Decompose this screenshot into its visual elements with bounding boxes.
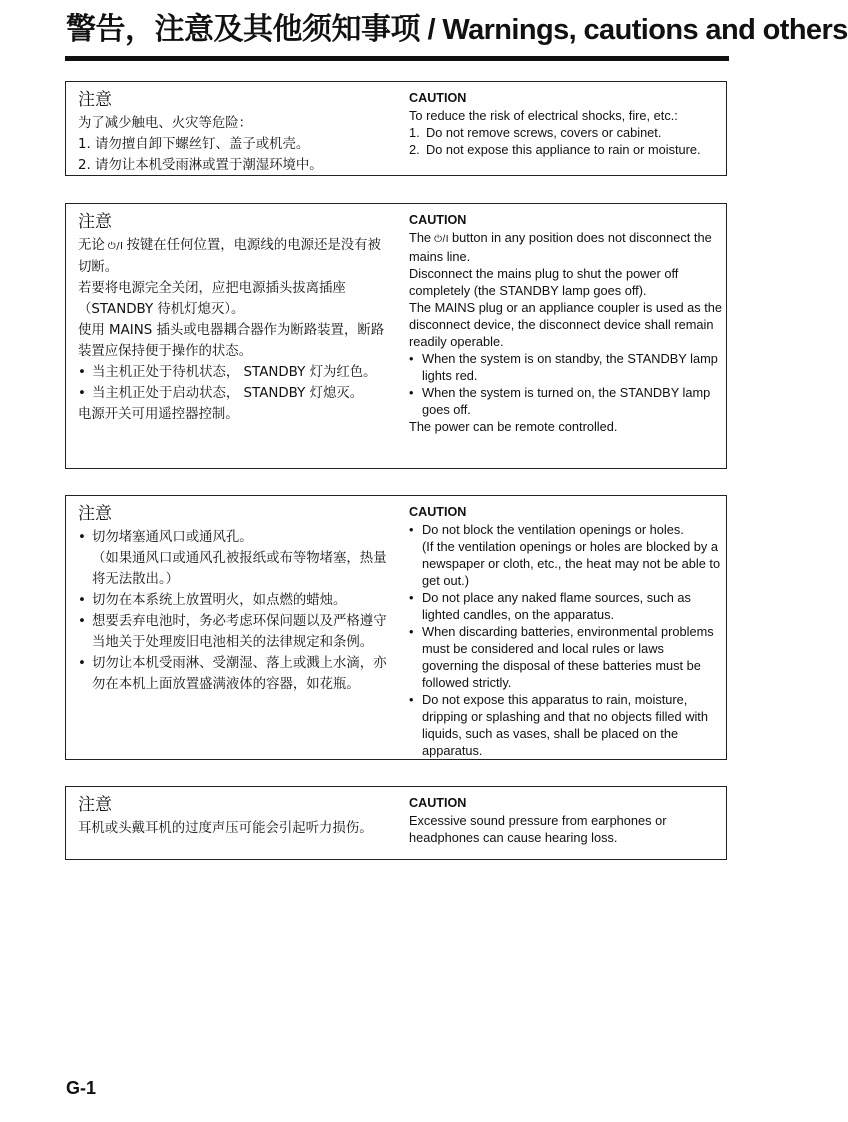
caution-en-column — [409, 496, 723, 759]
en-paragraph — [409, 229, 723, 265]
zh-item: 2. 请勿让本机受雨淋或置于潮湿环境中。 — [78, 158, 323, 173]
bullet-icon: • — [78, 593, 86, 608]
title-rule — [65, 56, 729, 61]
zh-bullet-subtext: （如果通风口或通风孔被报纸或布等物堵塞，热量将无法散出。） — [92, 551, 387, 587]
bullet-icon: • — [78, 530, 86, 545]
zh-heading: 注意 — [78, 212, 112, 232]
zh-bullet — [78, 362, 394, 383]
en-bullet-sub — [409, 538, 723, 589]
en-bullet-text: When the system is on standby, the STANDBY lamp lights red. — [422, 351, 718, 383]
en-paragraph: Excessive sound pressure from earphones or headphones can cause hearing loss. — [409, 813, 667, 845]
bullet-icon: • — [409, 522, 414, 537]
zh-paragraph: 耳机或头戴耳机的过度声压可能会引起听力损伤。 — [78, 821, 373, 836]
en-bullet-text: When the system is turned on, the STANDBY lamp goes off. — [422, 385, 711, 417]
bullet-icon: • — [409, 351, 414, 366]
bullet-icon: • — [409, 385, 414, 400]
en-bullet — [409, 691, 723, 759]
zh-text: 按键在任何位置，电源线的电源还是没有被切断。 — [78, 238, 381, 275]
zh-bullet — [78, 383, 394, 404]
zh-bullet-text: 切勿在本系统上放置明火，如点燃的蜡烛。 — [92, 593, 347, 608]
bullet-icon: • — [78, 386, 86, 401]
zh-heading: 注意 — [78, 795, 112, 815]
en-bullet — [409, 384, 723, 418]
caution-box-electric-shock — [65, 81, 727, 176]
zh-paragraph: 使用 MAINS 插头或电器耦合器作为断路装置，断路装置应保持便于操作的状态。 — [78, 323, 385, 359]
en-item — [409, 124, 723, 141]
zh-bullet-text: 当主机正处于启动状态， STANDBY 灯熄灭。 — [92, 386, 364, 401]
en-item-number: 2. — [409, 142, 420, 157]
page-title-en: Warnings, cautions and others — [442, 14, 848, 46]
power-standby-icon: ⏻/I — [434, 234, 450, 245]
zh-paragraph — [78, 235, 394, 278]
caution-zh-column — [78, 82, 394, 176]
en-paragraph: The power can be remote controlled. — [409, 419, 618, 434]
caution-zh-column — [78, 204, 394, 425]
zh-bullet — [78, 653, 394, 695]
zh-bullet-text: 切勿堵塞通风口或通风孔。 — [92, 530, 253, 545]
caution-en-column — [409, 204, 723, 435]
en-bullet — [409, 521, 723, 538]
en-heading: CAUTION — [409, 213, 467, 227]
en-item-text: Do not remove screws, covers or cabinet. — [426, 125, 662, 140]
page-title — [66, 10, 848, 50]
en-item — [409, 141, 723, 158]
caution-box-power — [65, 203, 727, 469]
en-item-text: Do not expose this appliance to rain or moisture. — [426, 142, 701, 157]
bullet-icon: • — [409, 624, 414, 639]
zh-bullet-text: 切勿让本机受雨淋、受潮湿、落上或溅上水滴，亦勿在本机上面放置盛满液体的容器，如花瓶。 — [92, 656, 387, 692]
zh-intro: 为了减少触电、火灾等危险： — [78, 116, 253, 131]
zh-text: 无论 — [78, 238, 105, 253]
en-bullet-text: When discarding batteries, environmental problems must be considered and local rules or laws governing the disposal of these batteries must be followed strictly. — [422, 624, 714, 690]
zh-bullet-text: 想要丢弃电池时，务必考虑环保问题以及严格遵守当地关于处理废旧电池相关的法律规定和条例。 — [92, 614, 387, 650]
en-bullet-text: Do not expose this apparatus to rain, moisture, dripping or splashing and that no objects filled with liquids, such as vases, shall be placed on the apparatus. — [422, 692, 708, 758]
caution-en-column — [409, 82, 723, 158]
en-bullet — [409, 623, 723, 691]
caution-box-hearing — [65, 786, 727, 860]
bullet-icon: • — [78, 614, 86, 629]
zh-bullet-text: 当主机正处于待机状态， STANDBY 灯为红色。 — [92, 365, 377, 380]
en-heading: CAUTION — [409, 91, 467, 105]
zh-paragraph: 若要将电源完全关闭，应把电源插头拔离插座（STANDBY 待机灯熄灭）。 — [78, 281, 346, 317]
page-title-separator: / — [420, 14, 443, 46]
zh-heading: 注意 — [78, 90, 112, 110]
caution-en-column — [409, 787, 723, 846]
zh-bullet — [78, 590, 394, 611]
en-heading: CAUTION — [409, 505, 467, 519]
caution-zh-column — [78, 496, 394, 695]
bullet-icon: • — [409, 692, 414, 707]
en-text: button in any position does not disconnect the mains line. — [409, 230, 712, 264]
zh-bullet-sub — [78, 548, 394, 590]
bullet-icon: • — [409, 590, 414, 605]
en-paragraph: The MAINS plug or an appliance coupler is used as the disconnect device, the disconnect device shall remain readily operable. — [409, 300, 722, 349]
en-heading: CAUTION — [409, 796, 467, 810]
zh-bullet — [78, 527, 394, 548]
page-number: G-1 — [66, 1078, 97, 1098]
en-paragraph: Disconnect the mains plug to shut the power off completely (the STANDBY lamp goes off). — [409, 266, 679, 298]
bullet-icon: • — [78, 365, 86, 380]
zh-paragraph: 电源开关可用遥控器控制。 — [78, 407, 239, 422]
en-bullet — [409, 589, 723, 623]
en-item-number: 1. — [409, 125, 420, 140]
en-intro: To reduce the risk of electrical shocks, fire, etc.: — [409, 108, 678, 123]
zh-bullet — [78, 611, 394, 653]
power-standby-icon: ⏻/I — [107, 241, 124, 252]
en-text: The — [409, 230, 432, 245]
en-bullet-text: Do not block the ventilation openings or holes. — [422, 522, 684, 537]
zh-item: 1. 请勿擅自卸下螺丝钉、盖子或机壳。 — [78, 137, 310, 152]
en-bullet-text: Do not place any naked flame sources, such as lighted candles, on the apparatus. — [422, 590, 691, 622]
page-title-zh: 警告，注意及其他须知事项 — [66, 12, 420, 47]
caution-box-ventilation — [65, 495, 727, 760]
en-bullet — [409, 350, 723, 384]
en-bullet-subtext: (If the ventilation openings or holes are blocked by a newspaper or cloth, etc., the heat may not be able to get out.) — [422, 539, 721, 588]
caution-zh-column — [78, 787, 394, 839]
zh-heading: 注意 — [78, 504, 112, 524]
bullet-icon: • — [78, 656, 86, 671]
